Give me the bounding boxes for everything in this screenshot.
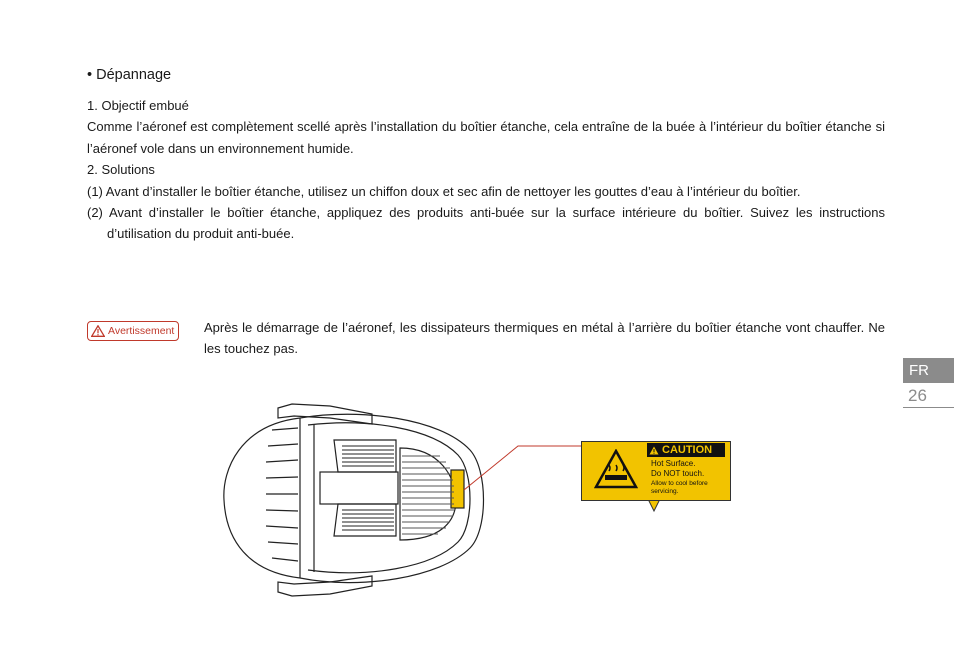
solution-2: (2) Avant d’installer le boîtier étanche, appliquez des produits anti-buée sur la surface intérieure du boîtier. Suivez les instructions d’utilisation du produit anti-buée. xyxy=(87,205,885,242)
caution-line-3: Allow to cool before servicing. xyxy=(651,480,708,495)
section-heading: • Dépannage xyxy=(87,67,172,83)
caution-line-1: Hot Surface. xyxy=(651,459,696,468)
waterproof-case-front-outline xyxy=(224,418,300,578)
hot-surface-icon xyxy=(594,449,638,489)
warning-text: Après le démarrage de l’aéronef, les dissipateurs thermiques en métal à l’arrière du boîtier étanche vont chauffer. Ne les touchez pas. xyxy=(204,320,885,357)
page-number: 26 xyxy=(903,383,954,408)
solution-1: (1) Avant d’installer le boîtier étanche, utilisez un chiffon doux et sec afin de nettoyer les gouttes d’eau à l’intérieur du boîtier. xyxy=(87,183,801,199)
caution-title: CAUTION xyxy=(647,443,725,457)
caution-triangle-icon xyxy=(649,446,659,455)
heatsink xyxy=(402,456,454,534)
language-tab: FR xyxy=(903,358,954,383)
callout-leader-line xyxy=(464,446,581,490)
warning-badge-label: Avertissement xyxy=(108,325,175,337)
caution-line-2: Do NOT touch. xyxy=(651,469,705,478)
item1-body: Comme l’aéronef est complètement scellé après l’installation du boîtier étanche, cela entraîne de la buée à l’intérieur du boîtier étanche si l’aéronef vole dans un environnement humide. xyxy=(87,119,885,156)
item2-title: 2. Solutions xyxy=(87,162,155,178)
item1-title: 1. Objectif embué xyxy=(87,98,189,113)
